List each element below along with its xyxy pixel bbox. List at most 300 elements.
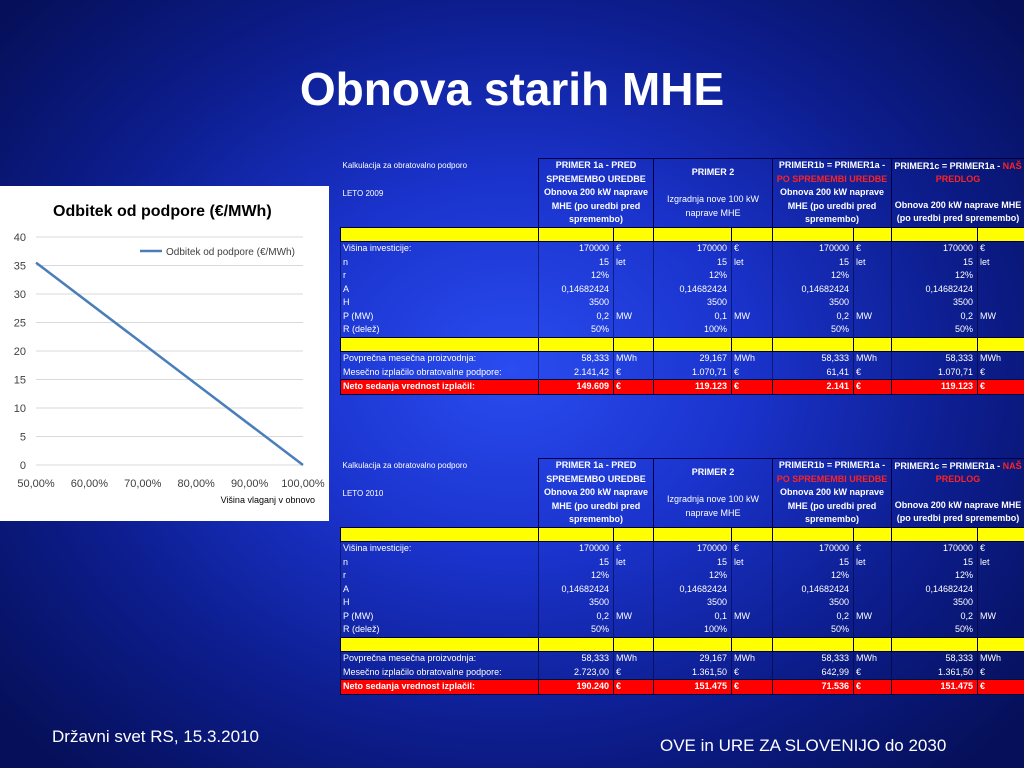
- cell-value: 7,6: [773, 337, 854, 352]
- cell-unit: [732, 283, 773, 297]
- cell-unit: €: [732, 542, 773, 556]
- cell-value: 15: [892, 256, 978, 270]
- cell-value: 50%: [539, 323, 614, 337]
- cell-unit: €: [614, 366, 654, 380]
- cell-value: 0,14682424: [892, 583, 978, 597]
- cell-value: 12%: [539, 269, 614, 283]
- cell-unit: MWh: [978, 352, 1024, 366]
- cell-value: 1.361,50: [654, 666, 732, 680]
- cell-unit: [978, 283, 1024, 297]
- y-tick-label: 15: [13, 374, 26, 387]
- cell-value: 0,14682424: [773, 283, 854, 297]
- header-text: PRIMER1c = PRIMER1a -: [894, 460, 1003, 471]
- cell-value: 170000: [892, 242, 978, 256]
- cell-value: 0,14682424: [654, 283, 732, 297]
- footer-right: OVE in URE ZA SLOVENIJO do 2030: [660, 736, 947, 755]
- cell-value: 61,41: [773, 366, 854, 380]
- cell-unit: [614, 583, 654, 597]
- cell-value: 0,2: [773, 610, 854, 624]
- header-line: Obnova 200 kW naprave MHE (po uredbi pred spremembo): [543, 487, 649, 524]
- cell-value: 0,2: [773, 310, 854, 324]
- cell-unit: [614, 623, 654, 637]
- cell-value: 170000: [539, 242, 614, 256]
- table-row: [341, 337, 1024, 352]
- cell-value: 2.141: [773, 380, 854, 395]
- row-label: n: [341, 556, 539, 570]
- cell-value: 0,14682424: [654, 583, 732, 597]
- chart-title: Odbitek od podpore (€/MWh): [53, 203, 272, 220]
- cell-unit: €: [614, 680, 654, 695]
- cell-unit: let: [978, 637, 1024, 652]
- row-label: P (MW): [341, 310, 539, 324]
- cell-unit: let: [614, 556, 654, 570]
- cell-value: 15: [892, 337, 978, 352]
- cell-value: 100%: [654, 323, 732, 337]
- row-label: P (MW): [341, 610, 539, 624]
- cell-value: 29,167: [654, 652, 732, 666]
- cell-unit: [854, 283, 892, 297]
- cell-unit: €: [854, 242, 892, 256]
- cell-unit: [614, 323, 654, 337]
- row-label: H: [341, 596, 539, 610]
- cell-unit: €/MWh: [614, 227, 654, 242]
- cell-unit: €: [978, 666, 1024, 680]
- cell-value: 15: [654, 556, 732, 570]
- cell-unit: MW: [978, 310, 1024, 324]
- cell-unit: MW: [732, 310, 773, 324]
- table-row: [341, 527, 1024, 542]
- cell-value: 0,14682424: [539, 583, 614, 597]
- cell-unit: €: [614, 380, 654, 395]
- cell-value: 12%: [654, 569, 732, 583]
- cell-value: 15: [892, 637, 978, 652]
- cell-unit: [978, 269, 1024, 283]
- cell-value: 58,333: [539, 352, 614, 366]
- table-header-row: [341, 159, 1024, 228]
- cell-value: 2.723,00: [539, 666, 614, 680]
- table-row: [341, 352, 1024, 366]
- cell-unit: let: [978, 556, 1024, 570]
- cell-value: 50%: [892, 623, 978, 637]
- cell-value: 3500: [539, 596, 614, 610]
- cell-unit: let: [614, 637, 654, 652]
- table-row: [341, 666, 1024, 680]
- cell-value: 15: [539, 256, 614, 270]
- cell-unit: let: [854, 337, 892, 352]
- x-tick-label: 80,00%: [177, 478, 215, 490]
- cell-value: 170000: [773, 242, 854, 256]
- cell-value: 58,333: [773, 352, 854, 366]
- cell-value: 58,333: [773, 652, 854, 666]
- table-title: Kalkulacija za obratovalno podporo: [342, 460, 468, 470]
- column-header-3: [773, 459, 892, 528]
- cell-unit: €: [978, 542, 1024, 556]
- y-tick-label: 25: [13, 317, 26, 330]
- header-line: PRIMER 2: [691, 166, 735, 177]
- cell-unit: €/MWh: [978, 227, 1024, 242]
- x-tick-label: 90,00%: [230, 478, 269, 490]
- row-label: n: [341, 256, 539, 270]
- cell-unit: [978, 569, 1024, 583]
- table-row: [341, 227, 1024, 242]
- slide-title: Obnova starih MHE: [299, 63, 725, 115]
- table-row: [341, 323, 1024, 337]
- cell-unit: [732, 583, 773, 597]
- cell-value: 100%: [654, 623, 732, 637]
- cell-unit: MWh: [978, 652, 1024, 666]
- row-label: Neto sedanja vrednost izplačil:: [341, 380, 539, 395]
- cell-unit: MWh: [732, 652, 773, 666]
- cell-value: 1.070,71: [654, 366, 732, 380]
- cell-value: 0,14682424: [539, 283, 614, 297]
- row-label: A: [341, 283, 539, 297]
- table-row: [341, 596, 1024, 610]
- cell-value: 15: [892, 556, 978, 570]
- cell-value: 15: [654, 256, 732, 270]
- cell-value: 1.070,71: [892, 366, 978, 380]
- header-line: Obnova 200 kW naprave MHE (po uredbi pred spremembo): [779, 487, 885, 524]
- y-tick-label: 5: [19, 431, 26, 444]
- column-header-1: [539, 159, 654, 228]
- cell-unit: MW: [854, 310, 892, 324]
- cell-unit: €: [732, 666, 773, 680]
- cell-value: 50%: [539, 623, 614, 637]
- header-line: Izgradnja nove 100 kW naprave MHE: [666, 494, 760, 518]
- cell-unit: [978, 296, 1024, 310]
- cell-unit: MW: [614, 610, 654, 624]
- cell-unit: [614, 569, 654, 583]
- cell-unit: [854, 583, 892, 597]
- table-row: [341, 610, 1024, 624]
- cell-value: 11,02: [773, 527, 854, 542]
- row-label: Povprečna mesečna proizvodnja:: [341, 652, 539, 666]
- cell-unit: €: [732, 366, 773, 380]
- cell-value: 46,68: [539, 527, 614, 542]
- cell-value: 151.475: [892, 680, 978, 695]
- header-line: Obnova 200 kW naprave MHE (po uredbi pred spremembo): [779, 187, 885, 224]
- header-line: Obnova 200 kW naprave MHE (po uredbi pred spremembo): [543, 187, 649, 224]
- cell-unit: let: [614, 256, 654, 270]
- row-label: R (delež): [341, 323, 539, 337]
- cell-unit: let: [854, 556, 892, 570]
- header-highlight: PO SPREMEMBI UREDBE: [776, 173, 888, 184]
- table-row: [341, 256, 1024, 270]
- cell-unit: €: [854, 666, 892, 680]
- cell-value: 170000: [654, 242, 732, 256]
- y-tick-label: 30: [13, 289, 26, 301]
- table-row: [341, 652, 1024, 666]
- cell-unit: [854, 569, 892, 583]
- cell-unit: €: [732, 380, 773, 395]
- cell-unit: let: [732, 337, 773, 352]
- cell-value: 642,99: [773, 666, 854, 680]
- cell-unit: [614, 296, 654, 310]
- cell-unit: €/MWh: [854, 227, 892, 242]
- row-label: Neto sedanja vrednost izplačil:: [341, 680, 539, 695]
- cell-value: 18,36: [892, 227, 978, 242]
- cell-value: 7,6: [539, 637, 614, 652]
- cell-unit: [732, 269, 773, 283]
- cell-unit: MW: [854, 610, 892, 624]
- table-row: [341, 542, 1024, 556]
- cell-unit: €/MWh: [614, 527, 654, 542]
- cell-unit: MWh: [614, 652, 654, 666]
- table-row: [341, 680, 1024, 695]
- cell-unit: €: [978, 380, 1024, 395]
- header-highlight: NAŠ PREDLOG: [935, 160, 1022, 185]
- cell-unit: €/MWh: [732, 227, 773, 242]
- cell-value: 2.141,42: [539, 366, 614, 380]
- cell-value: 170000: [892, 542, 978, 556]
- cell-unit: let: [732, 556, 773, 570]
- chart-xlabel: Višina vlaganj v obnovo: [220, 495, 315, 505]
- header-highlight: PO SPREMEMBI UREDBE: [776, 473, 888, 484]
- x-tick-label: 70,00%: [124, 478, 162, 490]
- cell-unit: [614, 283, 654, 297]
- cell-value: 0,14682424: [773, 583, 854, 597]
- x-tick-label: 100,00%: [281, 478, 325, 490]
- table-corner: [341, 459, 539, 528]
- cell-unit: let: [732, 637, 773, 652]
- row-label: r: [341, 569, 539, 583]
- cell-value: 1.361,50: [892, 666, 978, 680]
- table-header-row: [341, 459, 1024, 528]
- cell-value: 0,2: [539, 610, 614, 624]
- cell-unit: [978, 323, 1024, 337]
- table-row: [341, 583, 1024, 597]
- header-line: PRIMER 2: [691, 466, 735, 477]
- row-label: H: [341, 296, 539, 310]
- cell-unit: €: [614, 666, 654, 680]
- column-header-3: [773, 159, 892, 228]
- cell-value: 1,05: [773, 227, 854, 242]
- row-label: r: [341, 269, 539, 283]
- column-header-4: [892, 459, 1024, 528]
- cell-unit: [732, 569, 773, 583]
- row-label: Višina investicije:: [341, 242, 539, 256]
- row-label: Mesečno izplačilo obratovalne podpore:: [341, 366, 539, 380]
- cell-unit: [732, 323, 773, 337]
- cell-value: 151.475: [654, 680, 732, 695]
- cell-value: 50%: [773, 323, 854, 337]
- cell-unit: €: [732, 680, 773, 695]
- cell-unit: €: [614, 542, 654, 556]
- cell-value: 15: [773, 637, 854, 652]
- cell-value: 58,333: [892, 652, 978, 666]
- cell-value: 46,68: [654, 527, 732, 542]
- cell-value: 0,1: [654, 610, 732, 624]
- row-label: Povprečna mesečna proizvodnja:: [341, 352, 539, 366]
- header-text: PRIMER1c = PRIMER1a -: [894, 160, 1003, 171]
- cell-value: 3500: [539, 296, 614, 310]
- header-line: [894, 460, 1022, 487]
- row-label: Trajanje podpore:: [341, 637, 539, 652]
- header-line: PRIMER 1a - PRED SPREMEMBO UREDBE: [546, 160, 646, 184]
- cell-value: 3500: [892, 596, 978, 610]
- header-line: Izgradnja nove 100 kW naprave MHE: [666, 194, 760, 218]
- cell-value: 71.536: [773, 680, 854, 695]
- cell-value: 190.240: [539, 680, 614, 695]
- table-row: [341, 296, 1024, 310]
- cell-unit: [732, 296, 773, 310]
- cell-value: 3500: [654, 596, 732, 610]
- header-line: [775, 159, 889, 186]
- cell-value: 7,6: [539, 337, 614, 352]
- cell-unit: €: [978, 366, 1024, 380]
- cell-unit: let: [614, 337, 654, 352]
- cell-value: 96,71: [654, 227, 732, 242]
- table-row: [341, 623, 1024, 637]
- header-line: Obnova 200 kW naprave MHE (po uredbi pred spremembo): [894, 499, 1022, 524]
- cell-unit: [614, 596, 654, 610]
- y-tick-label: 35: [13, 260, 26, 273]
- cell-value: 170000: [773, 542, 854, 556]
- y-tick-label: 0: [19, 460, 26, 472]
- cell-value: 3500: [654, 296, 732, 310]
- cell-unit: [854, 623, 892, 637]
- series-line: [36, 263, 303, 465]
- header-text: PRIMER1b = PRIMER1a -: [778, 160, 886, 170]
- cell-value: 149.609: [539, 380, 614, 395]
- cell-unit: MW: [732, 610, 773, 624]
- cell-unit: MWh: [732, 352, 773, 366]
- cell-unit: [614, 269, 654, 283]
- cell-value: 15: [539, 556, 614, 570]
- cell-unit: [732, 596, 773, 610]
- cell-unit: MWh: [614, 352, 654, 366]
- cell-unit: [978, 596, 1024, 610]
- column-header-1: [539, 459, 654, 528]
- header-line: [894, 160, 1022, 187]
- cell-value: 15: [654, 337, 732, 352]
- row-label: Višina obratovalne podpore:: [341, 227, 539, 242]
- cell-unit: [854, 269, 892, 283]
- table-year: LETO 2010: [342, 488, 384, 498]
- cell-value: 12%: [773, 269, 854, 283]
- cell-unit: [854, 296, 892, 310]
- cell-unit: MW: [978, 610, 1024, 624]
- y-tick-label: 40: [13, 232, 26, 244]
- cell-unit: [854, 323, 892, 337]
- cell-value: 12%: [892, 569, 978, 583]
- cell-value: 0,2: [539, 310, 614, 324]
- cell-value: 15: [654, 637, 732, 652]
- table-row: [341, 569, 1024, 583]
- cell-unit: let: [978, 337, 1024, 352]
- cell-value: 0,1: [654, 310, 732, 324]
- cell-unit: [732, 623, 773, 637]
- cell-unit: €: [854, 542, 892, 556]
- table-title: Kalkulacija za obratovalno podporo: [342, 160, 468, 170]
- y-tick-label: 20: [13, 346, 26, 358]
- cell-value: 50%: [892, 323, 978, 337]
- header-line: Obnova 200 kW naprave MHE (po uredbi pred spremembo): [894, 199, 1022, 224]
- cell-value: 15: [773, 256, 854, 270]
- footer-left: Državni svet RS, 15.3.2010: [52, 727, 259, 746]
- column-header-4: [892, 159, 1024, 228]
- cell-unit: €/MWh: [978, 527, 1024, 542]
- table-row: [341, 380, 1024, 395]
- table-row: [341, 242, 1024, 256]
- cell-unit: MWh: [854, 352, 892, 366]
- cell-unit: [978, 583, 1024, 597]
- row-label: A: [341, 583, 539, 597]
- cell-value: 3500: [773, 596, 854, 610]
- cell-value: 58,333: [892, 352, 978, 366]
- cell-value: 96,71: [539, 227, 614, 242]
- cell-value: 12%: [654, 269, 732, 283]
- cell-unit: €: [978, 680, 1024, 695]
- table-corner: [341, 159, 539, 228]
- cell-unit: [978, 623, 1024, 637]
- y-tick-label: 10: [13, 403, 26, 415]
- table-year: LETO 2009: [342, 188, 384, 198]
- calc-table-2009: [340, 158, 1024, 395]
- cell-unit: €: [614, 242, 654, 256]
- cell-value: 50%: [773, 623, 854, 637]
- header-line: PRIMER 1a - PRED SPREMEMBO UREDBE: [546, 460, 646, 484]
- cell-unit: let: [978, 256, 1024, 270]
- cell-unit: €/MWh: [854, 527, 892, 542]
- cell-unit: €: [854, 680, 892, 695]
- header-line: [775, 459, 889, 486]
- cell-unit: €: [854, 380, 892, 395]
- cell-value: 119.123: [654, 380, 732, 395]
- cell-value: 3500: [773, 296, 854, 310]
- cell-value: 29,167: [654, 352, 732, 366]
- cell-unit: [854, 596, 892, 610]
- table-row: [341, 283, 1024, 297]
- header-text: PRIMER1b = PRIMER1a -: [778, 460, 886, 470]
- cell-unit: MW: [614, 310, 654, 324]
- column-header-2: [654, 459, 773, 528]
- cell-value: 15: [773, 556, 854, 570]
- table-row: [341, 366, 1024, 380]
- cell-value: 170000: [539, 542, 614, 556]
- cell-value: 0,14682424: [892, 283, 978, 297]
- cell-value: 119.123: [892, 380, 978, 395]
- column-header-2: [654, 159, 773, 228]
- table-row: [341, 269, 1024, 283]
- x-tick-label: 50,00%: [17, 478, 55, 490]
- line-chart: [0, 186, 329, 521]
- cell-value: 58,333: [539, 652, 614, 666]
- header-highlight: NAŠ PREDLOG: [935, 460, 1022, 485]
- table-row: [341, 556, 1024, 570]
- cell-unit: let: [854, 637, 892, 652]
- legend-label: Odbitek od podpore (€/MWh): [166, 247, 295, 258]
- table-row: [341, 637, 1024, 652]
- cell-value: 3500: [892, 296, 978, 310]
- cell-value: 12%: [892, 269, 978, 283]
- cell-value: 170000: [654, 542, 732, 556]
- row-label: Mesečno izplačilo obratovalne podpore:: [341, 666, 539, 680]
- cell-unit: €: [732, 242, 773, 256]
- row-label: Višina obratovalne podpore:: [341, 527, 539, 542]
- chart-svg: [0, 186, 329, 521]
- cell-value: 12%: [773, 569, 854, 583]
- cell-value: 0,2: [892, 610, 978, 624]
- cell-unit: €/MWh: [732, 527, 773, 542]
- calc-table-2010: [340, 458, 1024, 695]
- cell-value: 23,34: [892, 527, 978, 542]
- cell-unit: let: [854, 256, 892, 270]
- x-tick-label: 60,00%: [70, 478, 109, 490]
- cell-value: 12%: [539, 569, 614, 583]
- cell-unit: €: [854, 366, 892, 380]
- row-label: Višina investicije:: [341, 542, 539, 556]
- table-row: [341, 310, 1024, 324]
